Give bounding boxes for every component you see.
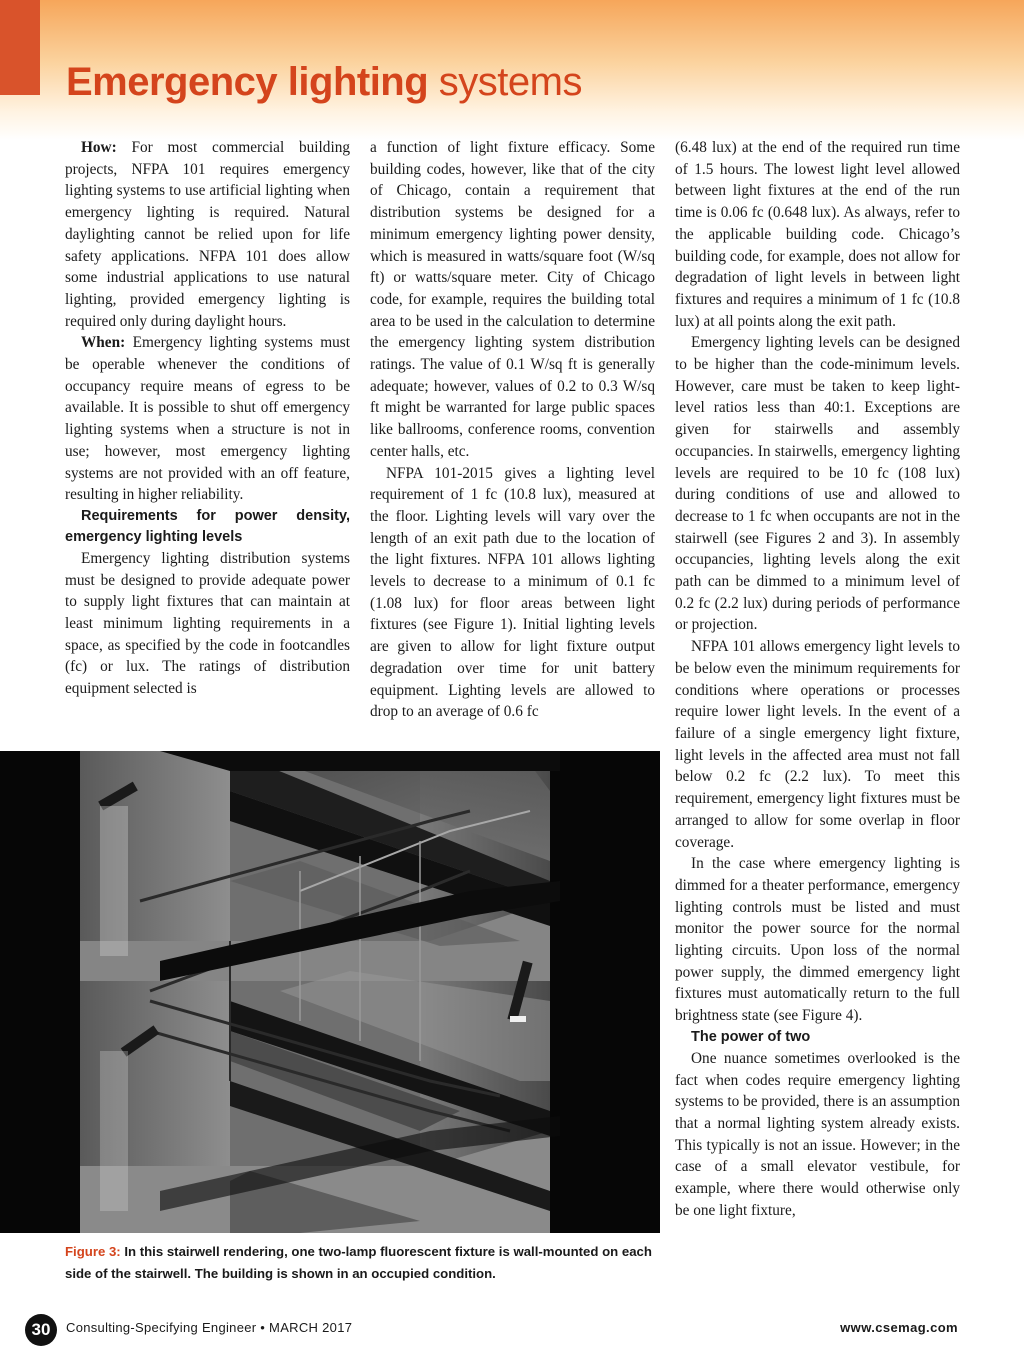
figure-caption	[65, 1241, 660, 1284]
paragraph-distribution: Emergency lighting distribution systems must be designed to provide adequate power to supply light fixtures that can maintain at least minimum lighting requirements in a space, as specified by the code in footcandles (fc) or lux. The ratings of distribution equipment selected is	[65, 549, 350, 698]
section-heading-power-of-two: The power of two	[691, 1028, 811, 1045]
paragraph-run-time: (6.48 lux) at the end of the required run time of 1.5 hours. The lowest light level allowed between light fixtures at the end of the run time is 0.06 fc (0.648 lux). As always, refer to the applicable building code. Chicago’s building code, for example, does not allow for degradation of light levels in between light fixtures and requires a minimum of 1 fc (10.8 lux) at all points along the exit path.	[675, 139, 960, 330]
how-lead: How:	[81, 139, 117, 156]
paragraph-nuance: One nuance sometimes overlooked is the fact when codes require emergency lighting systems to be provided, there is an assumption that a normal lighting system already exists. This typically is not an issue. However; in the case of a small elevator vestibule, for example, where there would otherwise only be one light fixture,	[675, 1049, 960, 1219]
column-1	[65, 137, 350, 700]
section-heading-power-density: Requirements for power density, emergency lighting levels	[65, 507, 350, 545]
stairwell-rendering-image	[0, 751, 660, 1233]
page-title	[66, 56, 582, 108]
column-3	[675, 137, 960, 1221]
paragraph-efficacy: a function of light fixture efficacy. Some building codes, however, like that of the city of Chicago, contain a requirement that distribution systems be designed for a minimum emergency lighting power density, which is measured in watts/square foot (W/sq ft) or watts/square meter. City of Chicago code, for example, requires the building total area to be used in the calculation to determine the emergency lighting system distribution ratings. The value of 0.1 W/sq ft is generally adequate; however, values of 0.2 to 0.3 W/sq ft might be warranted for large public spaces like ballrooms, conference rooms, convention center halls, etc.	[370, 139, 655, 460]
column-2	[370, 137, 655, 723]
paragraph-light-ratios: Emergency lighting levels can be designed to be higher than the code-minimum levels. However, care must be taken to keep light-level ratios less than 40:1. Exceptions are given for stairwells and assembly occupancies. In stairwells, emergency lighting levels are required to be 10 fc (108 lux) during conditions of use and allowed to decrease to 1 fc when occupants are not in the stairwell (see Figures 2 and 3). In assembly occupancies, lighting levels along the exit path can be dimmed to a minimum level of 0.2 fc (2.2 lux) during periods of performance or projection.	[675, 334, 960, 634]
paragraph-failure: NFPA 101 allows emergency light levels to be below even the minimum requirements for conditions where operations or processes require lower light levels. In the event of a failure of a single emergency light fixture, light levels in the affected area must not fall below 0.2 fc (2.2 lux). To meet this requirement, emergency light fixtures must be arranged to allow for some overlap in floor coverage.	[675, 638, 960, 851]
paragraph-dimming: In the case where emergency lighting is dimmed for a theater performance, emergency lighting controls must be listed and must monitor the power source for the normal lighting circuits. Upon loss of the normal power supply, the dimmed emergency light fixtures must automatically return to the full brightness state (see Figure 4).	[675, 855, 960, 1025]
figure-label: Figure 3:	[65, 1244, 121, 1259]
paragraph-when	[65, 332, 350, 506]
paragraph-nfpa-levels: NFPA 101-2015 gives a lighting level requirement of 1 fc (10.8 lux), measured at the floor. Lighting levels will vary over the length of an exit path due to the location of the light fixtures. NFPA 101 allows lighting levels to decrease to a minimum of 0.1 fc (1.08 lux) for floor areas between light fixtures (see Figure 1). Initial lighting levels are given to allow for light fixture output degradation over time for unit battery equipment. Lighting levels are allowed to drop to an average of 0.6 fc	[370, 464, 655, 721]
title-light: systems	[438, 60, 582, 104]
corner-tab	[0, 0, 40, 95]
footer-publication: Consulting-Specifying Engineer • MARCH 2017	[66, 1320, 353, 1335]
paragraph-how	[65, 137, 350, 332]
when-lead: When:	[81, 334, 126, 352]
how-text: For most commercial building projects, NFPA 101 requires emergency lighting systems to use artificial lighting when emergency lighting is required. Natural daylighting cannot be relied upon for life safety applications. NFPA 101 does allow some industrial applications to use natural lighting, provided emergency lighting is required only during daylight hours.	[65, 139, 350, 330]
title-bold: Emergency lighting	[66, 60, 429, 104]
page-number-badge: 30	[25, 1314, 57, 1346]
when-text: Emergency lighting systems must be operable whenever the conditions of occupancy require means of egress to be available. It is possible to shut off emergency lighting systems when a structure is not in use; however, most emergency lighting systems are not provided with an off feature, resulting in higher reliability.	[65, 334, 350, 504]
footer-website-link[interactable]: www.csemag.com	[840, 1320, 958, 1335]
figure-caption-text: In this stairwell rendering, one two-lamp fluorescent fixture is wall-mounted on each side of the stairwell. The building is shown in an occupied condition.	[65, 1244, 652, 1281]
